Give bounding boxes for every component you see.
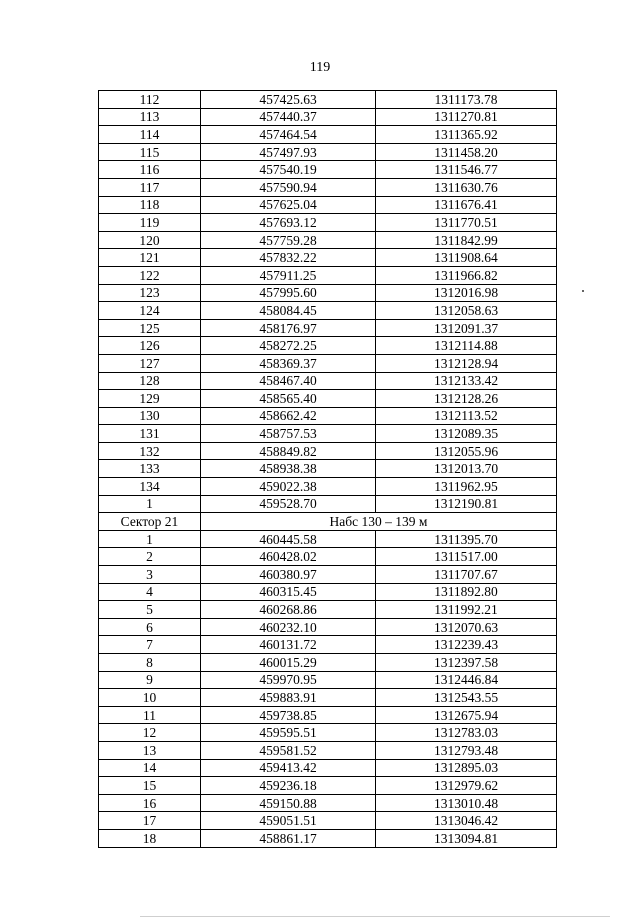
x-coordinate-cell: 458757.53 bbox=[201, 425, 376, 443]
x-coordinate-cell: 459236.18 bbox=[201, 777, 376, 795]
point-number-cell: 132 bbox=[99, 442, 201, 460]
table-row bbox=[99, 759, 557, 777]
y-coordinate-cell: 1311458.20 bbox=[376, 143, 557, 161]
table-row bbox=[99, 126, 557, 144]
table-row bbox=[99, 706, 557, 724]
y-coordinate-cell: 1311707.67 bbox=[376, 566, 557, 584]
table-row bbox=[99, 689, 557, 707]
point-number-cell: 16 bbox=[99, 794, 201, 812]
table-row bbox=[99, 741, 557, 759]
height-range-label: Набс 130 – 139 м bbox=[201, 513, 557, 531]
y-coordinate-cell: 1311966.82 bbox=[376, 266, 557, 284]
point-number-cell: 125 bbox=[99, 319, 201, 337]
coordinates-table bbox=[98, 90, 557, 848]
point-number-cell: 130 bbox=[99, 407, 201, 425]
table-row bbox=[99, 372, 557, 390]
x-coordinate-cell: 460131.72 bbox=[201, 636, 376, 654]
table-row bbox=[99, 178, 557, 196]
table-row bbox=[99, 671, 557, 689]
x-coordinate-cell: 459413.42 bbox=[201, 759, 376, 777]
point-number-cell: 7 bbox=[99, 636, 201, 654]
point-number-cell: 131 bbox=[99, 425, 201, 443]
table-row bbox=[99, 812, 557, 830]
y-coordinate-cell: 1311173.78 bbox=[376, 91, 557, 109]
point-number-cell: 2 bbox=[99, 548, 201, 566]
point-number-cell: 6 bbox=[99, 618, 201, 636]
table-row bbox=[99, 425, 557, 443]
y-coordinate-cell: 1311992.21 bbox=[376, 601, 557, 619]
y-coordinate-cell: 1312016.98 bbox=[376, 284, 557, 302]
table-row bbox=[99, 777, 557, 795]
y-coordinate-cell: 1312128.94 bbox=[376, 354, 557, 372]
y-coordinate-cell: 1312013.70 bbox=[376, 460, 557, 478]
x-coordinate-cell: 459595.51 bbox=[201, 724, 376, 742]
y-coordinate-cell: 1312239.43 bbox=[376, 636, 557, 654]
y-coordinate-cell: 1312895.03 bbox=[376, 759, 557, 777]
point-number-cell: 115 bbox=[99, 143, 201, 161]
y-coordinate-cell: 1311842.99 bbox=[376, 231, 557, 249]
table-row bbox=[99, 390, 557, 408]
y-coordinate-cell: 1312446.84 bbox=[376, 671, 557, 689]
table-row bbox=[99, 478, 557, 496]
point-number-cell: 128 bbox=[99, 372, 201, 390]
table-row bbox=[99, 442, 557, 460]
y-coordinate-cell: 1311962.95 bbox=[376, 478, 557, 496]
y-coordinate-cell: 1312133.42 bbox=[376, 372, 557, 390]
scan-edge-line bbox=[140, 916, 610, 917]
table-row bbox=[99, 231, 557, 249]
x-coordinate-cell: 460315.45 bbox=[201, 583, 376, 601]
point-number-cell: 129 bbox=[99, 390, 201, 408]
point-number-cell: 14 bbox=[99, 759, 201, 777]
y-coordinate-cell: 1312793.48 bbox=[376, 741, 557, 759]
x-coordinate-cell: 459738.85 bbox=[201, 706, 376, 724]
table-row bbox=[99, 601, 557, 619]
table-row bbox=[99, 654, 557, 672]
x-coordinate-cell: 458662.42 bbox=[201, 407, 376, 425]
table-row bbox=[99, 636, 557, 654]
point-number-cell: 13 bbox=[99, 741, 201, 759]
y-coordinate-cell: 1311908.64 bbox=[376, 249, 557, 267]
point-number-cell: 1 bbox=[99, 530, 201, 548]
y-coordinate-cell: 1311270.81 bbox=[376, 108, 557, 126]
y-coordinate-cell: 1312058.63 bbox=[376, 302, 557, 320]
x-coordinate-cell: 459051.51 bbox=[201, 812, 376, 830]
table-row bbox=[99, 495, 557, 513]
y-coordinate-cell: 1311892.80 bbox=[376, 583, 557, 601]
table-row bbox=[99, 460, 557, 478]
x-coordinate-cell: 457464.54 bbox=[201, 126, 376, 144]
page-number: 119 bbox=[309, 60, 331, 75]
sector-header-row bbox=[99, 513, 557, 531]
point-number-cell: 15 bbox=[99, 777, 201, 795]
point-number-cell: 3 bbox=[99, 566, 201, 584]
y-coordinate-cell: 1311546.77 bbox=[376, 161, 557, 179]
point-number-cell: 121 bbox=[99, 249, 201, 267]
table-row bbox=[99, 214, 557, 232]
x-coordinate-cell: 459150.88 bbox=[201, 794, 376, 812]
point-number-cell: 17 bbox=[99, 812, 201, 830]
x-coordinate-cell: 460232.10 bbox=[201, 618, 376, 636]
y-coordinate-cell: 1312055.96 bbox=[376, 442, 557, 460]
x-coordinate-cell: 460015.29 bbox=[201, 654, 376, 672]
y-coordinate-cell: 1313010.48 bbox=[376, 794, 557, 812]
x-coordinate-cell: 460428.02 bbox=[201, 548, 376, 566]
table-row bbox=[99, 794, 557, 812]
x-coordinate-cell: 460380.97 bbox=[201, 566, 376, 584]
scan-speck bbox=[582, 290, 584, 292]
table-row bbox=[99, 284, 557, 302]
x-coordinate-cell: 457625.04 bbox=[201, 196, 376, 214]
table-row bbox=[99, 530, 557, 548]
point-number-cell: 9 bbox=[99, 671, 201, 689]
y-coordinate-cell: 1311770.51 bbox=[376, 214, 557, 232]
x-coordinate-cell: 457995.60 bbox=[201, 284, 376, 302]
table-row bbox=[99, 407, 557, 425]
point-number-cell: 112 bbox=[99, 91, 201, 109]
y-coordinate-cell: 1312091.37 bbox=[376, 319, 557, 337]
x-coordinate-cell: 457497.93 bbox=[201, 143, 376, 161]
point-number-cell: 134 bbox=[99, 478, 201, 496]
x-coordinate-cell: 459528.70 bbox=[201, 495, 376, 513]
x-coordinate-cell: 457832.22 bbox=[201, 249, 376, 267]
table-row bbox=[99, 829, 557, 847]
y-coordinate-cell: 1312675.94 bbox=[376, 706, 557, 724]
point-number-cell: 123 bbox=[99, 284, 201, 302]
point-number-cell: 124 bbox=[99, 302, 201, 320]
table-row bbox=[99, 583, 557, 601]
x-coordinate-cell: 459883.91 bbox=[201, 689, 376, 707]
table-row bbox=[99, 161, 557, 179]
point-number-cell: 118 bbox=[99, 196, 201, 214]
y-coordinate-cell: 1312543.55 bbox=[376, 689, 557, 707]
y-coordinate-cell: 1312114.88 bbox=[376, 337, 557, 355]
point-number-cell: 116 bbox=[99, 161, 201, 179]
x-coordinate-cell: 457590.94 bbox=[201, 178, 376, 196]
table-row bbox=[99, 266, 557, 284]
table-row bbox=[99, 354, 557, 372]
y-coordinate-cell: 1312113.52 bbox=[376, 407, 557, 425]
point-number-cell: 119 bbox=[99, 214, 201, 232]
point-number-cell: 126 bbox=[99, 337, 201, 355]
point-number-cell: 5 bbox=[99, 601, 201, 619]
y-coordinate-cell: 1312128.26 bbox=[376, 390, 557, 408]
x-coordinate-cell: 458938.38 bbox=[201, 460, 376, 478]
table-row bbox=[99, 196, 557, 214]
y-coordinate-cell: 1312089.35 bbox=[376, 425, 557, 443]
x-coordinate-cell: 457693.12 bbox=[201, 214, 376, 232]
coordinates-table-body bbox=[99, 91, 557, 848]
y-coordinate-cell: 1313094.81 bbox=[376, 829, 557, 847]
x-coordinate-cell: 458084.45 bbox=[201, 302, 376, 320]
table-row bbox=[99, 143, 557, 161]
table-row bbox=[99, 618, 557, 636]
point-number-cell: 12 bbox=[99, 724, 201, 742]
table-row bbox=[99, 302, 557, 320]
x-coordinate-cell: 460268.86 bbox=[201, 601, 376, 619]
x-coordinate-cell: 457759.28 bbox=[201, 231, 376, 249]
x-coordinate-cell: 458565.40 bbox=[201, 390, 376, 408]
x-coordinate-cell: 458272.25 bbox=[201, 337, 376, 355]
x-coordinate-cell: 457425.63 bbox=[201, 91, 376, 109]
x-coordinate-cell: 458467.40 bbox=[201, 372, 376, 390]
point-number-cell: 113 bbox=[99, 108, 201, 126]
point-number-cell: 18 bbox=[99, 829, 201, 847]
y-coordinate-cell: 1312397.58 bbox=[376, 654, 557, 672]
point-number-cell: 114 bbox=[99, 126, 201, 144]
table-row bbox=[99, 566, 557, 584]
point-number-cell: 133 bbox=[99, 460, 201, 478]
y-coordinate-cell: 1312979.62 bbox=[376, 777, 557, 795]
x-coordinate-cell: 459022.38 bbox=[201, 478, 376, 496]
point-number-cell: 4 bbox=[99, 583, 201, 601]
table-row bbox=[99, 249, 557, 267]
point-number-cell: 127 bbox=[99, 354, 201, 372]
y-coordinate-cell: 1312070.63 bbox=[376, 618, 557, 636]
x-coordinate-cell: 458369.37 bbox=[201, 354, 376, 372]
point-number-cell: 8 bbox=[99, 654, 201, 672]
y-coordinate-cell: 1311517.00 bbox=[376, 548, 557, 566]
y-coordinate-cell: 1311630.76 bbox=[376, 178, 557, 196]
table-row bbox=[99, 548, 557, 566]
table-row bbox=[99, 319, 557, 337]
point-number-cell: 11 bbox=[99, 706, 201, 724]
sector-label: Сектор 21 bbox=[99, 513, 201, 531]
x-coordinate-cell: 459581.52 bbox=[201, 741, 376, 759]
table-row bbox=[99, 724, 557, 742]
point-number-cell: 120 bbox=[99, 231, 201, 249]
x-coordinate-cell: 458849.82 bbox=[201, 442, 376, 460]
x-coordinate-cell: 457440.37 bbox=[201, 108, 376, 126]
x-coordinate-cell: 458861.17 bbox=[201, 829, 376, 847]
point-number-cell: 10 bbox=[99, 689, 201, 707]
table-row bbox=[99, 108, 557, 126]
y-coordinate-cell: 1311395.70 bbox=[376, 530, 557, 548]
table-row bbox=[99, 337, 557, 355]
x-coordinate-cell: 458176.97 bbox=[201, 319, 376, 337]
x-coordinate-cell: 457540.19 bbox=[201, 161, 376, 179]
table-row bbox=[99, 91, 557, 109]
x-coordinate-cell: 457911.25 bbox=[201, 266, 376, 284]
x-coordinate-cell: 459970.95 bbox=[201, 671, 376, 689]
y-coordinate-cell: 1311676.41 bbox=[376, 196, 557, 214]
y-coordinate-cell: 1313046.42 bbox=[376, 812, 557, 830]
y-coordinate-cell: 1312783.03 bbox=[376, 724, 557, 742]
point-number-cell: 122 bbox=[99, 266, 201, 284]
point-number-cell: 1 bbox=[99, 495, 201, 513]
y-coordinate-cell: 1311365.92 bbox=[376, 126, 557, 144]
x-coordinate-cell: 460445.58 bbox=[201, 530, 376, 548]
y-coordinate-cell: 1312190.81 bbox=[376, 495, 557, 513]
point-number-cell: 117 bbox=[99, 178, 201, 196]
